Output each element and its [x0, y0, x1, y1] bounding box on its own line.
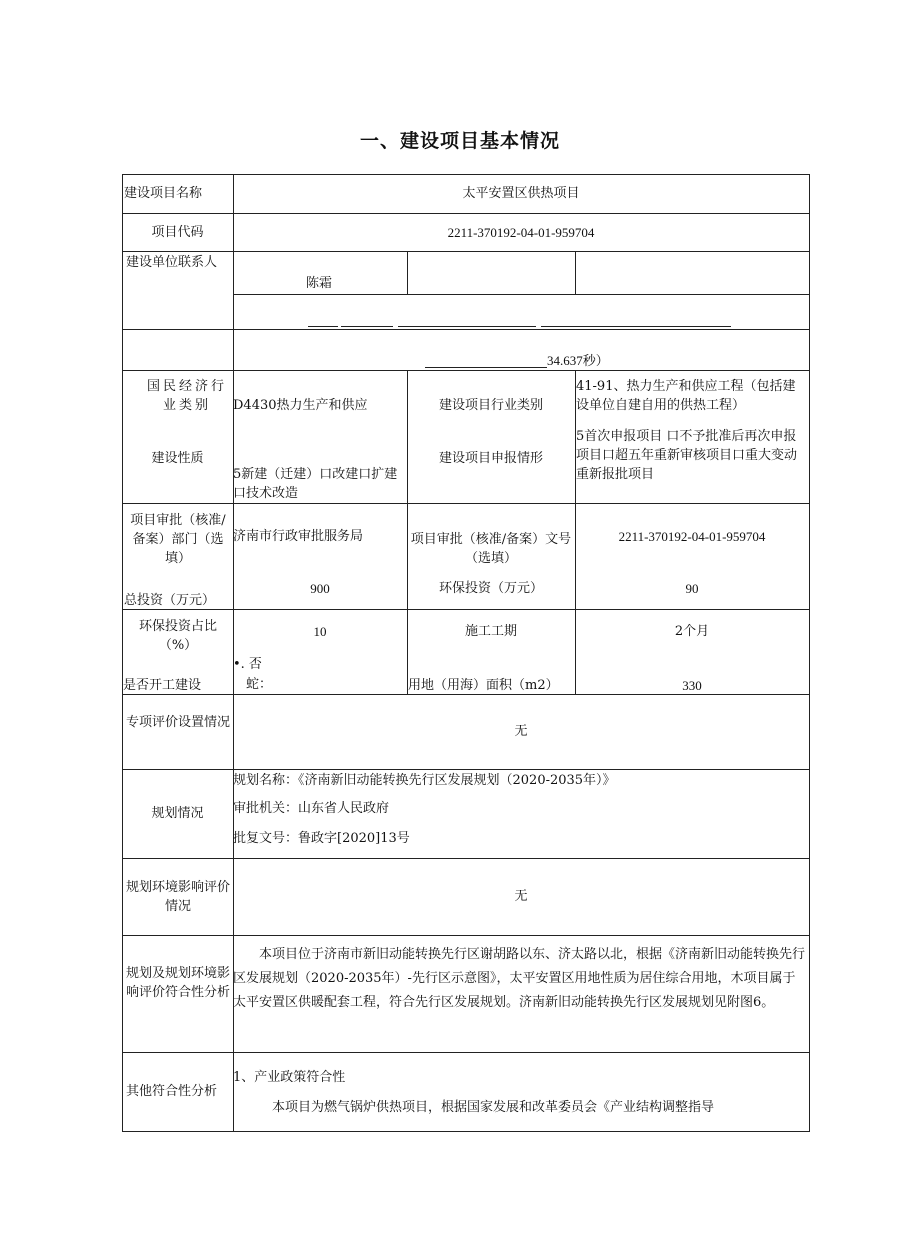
land-area-value: 330	[682, 678, 702, 693]
coordinates-seconds: 34.637秒）	[547, 353, 609, 368]
construction-nature-label: 建设性质	[151, 451, 204, 466]
env-investment-value: 90	[685, 581, 699, 596]
declaration-type-value: 5首次申报项目 口不予批准后再次申报项目口超五年重新审核项目口重大变动重新报批项目	[576, 429, 798, 482]
industry-category-label: 建设项目行业类别	[438, 398, 543, 413]
env-ratio-label: 环保投资占比（%）	[138, 619, 217, 653]
project-name-label: 建设项目名称	[124, 186, 203, 201]
construction-nature-value: 5新建（迁建）口改建口扩建口技术改造	[233, 467, 398, 501]
started-value-no: •. 否	[233, 657, 262, 672]
env-ratio-value: 10	[313, 624, 327, 639]
industry-value: D4430热力生产和供应	[233, 398, 368, 413]
started-label: 是否开工建设	[123, 678, 202, 693]
approval-dept-value: 济南市行政审批服务局	[233, 529, 364, 544]
planning-eia-label: 规划环境影响评价情况	[125, 880, 230, 914]
started-value-note: 蛇：	[246, 677, 273, 692]
conformity-text: 本项目位于济南市新旧动能转换先行区谢胡路以东、济太路以北，根据《济南新旧动能转换先行区发展规划（2020-2035年）-先行区示意图》，太平安置区用地性质为居住综合用地，木项目属于太平安置区供暖配套工程，符合先行区发展规划。济南新旧动能转换先行区发展规划见附图6。	[233, 947, 806, 1010]
special-eval-label: 专项评价设置情况	[125, 715, 230, 730]
planning-label: 规划情况	[151, 806, 204, 821]
approval-number-value: 2211-370192-04-01-959704	[618, 529, 766, 544]
industry-policy-text: 本项目为燃气锅炉供热项目，根据国家发展和改革委员会《产业结构调整指导	[272, 1100, 715, 1115]
total-investment-value: 900	[310, 581, 330, 596]
redacted-blank	[398, 326, 536, 327]
industry-category-value: 41-91、热力生产和供应工程（包括建设单位自建自用的供热工程）	[576, 379, 796, 413]
total-investment-label: 总投资（万元）	[124, 593, 216, 608]
contact-label: 建设单位联系人	[126, 255, 218, 270]
redacted-blank	[308, 326, 338, 327]
redacted-blank	[541, 326, 731, 327]
contact-value: 陈霜	[306, 276, 333, 291]
approval-dept-label: 项目审批（核准/备案）部门（选填）	[130, 513, 226, 566]
land-area-label: 用地（用海）面积（m2）	[408, 678, 559, 693]
declaration-type-label: 建设项目申报情形	[438, 451, 543, 466]
construction-period-value: 2个月	[674, 624, 710, 639]
planning-eia-value: 无	[514, 889, 528, 904]
other-conformity-label: 其他符合性分析	[126, 1084, 218, 1099]
project-code-value: 2211-370192-04-01-959704	[447, 225, 595, 240]
page-title: 一、建设项目基本情况	[359, 130, 560, 152]
redacted-blank	[341, 326, 393, 327]
construction-period-label: 施工工期	[464, 624, 517, 639]
redacted-blank	[425, 367, 547, 368]
approval-number-label: 项目审批（核准/备案）文号（选填）	[410, 532, 572, 566]
conformity-label: 规划及规划环境影响评价符合性分析	[125, 966, 230, 1000]
planning-approval-number: 批复文号：鲁政字[2020]13号	[233, 831, 410, 846]
planning-authority: 审批机关：山东省人民政府	[233, 801, 390, 816]
project-code-label: 项目代码	[151, 225, 204, 240]
industry-policy-heading: 1、产业政策符合性	[233, 1070, 346, 1085]
env-investment-label: 环保投资（万元）	[438, 581, 543, 596]
project-name-value: 太平安置区供热项目	[462, 186, 580, 201]
planning-name: 规划名称：《济南新旧动能转换先行区发展规划（2020-2035年）》	[233, 773, 616, 788]
industry-label: 国民经济行业类别	[146, 379, 227, 413]
special-eval-value: 无	[514, 724, 528, 739]
